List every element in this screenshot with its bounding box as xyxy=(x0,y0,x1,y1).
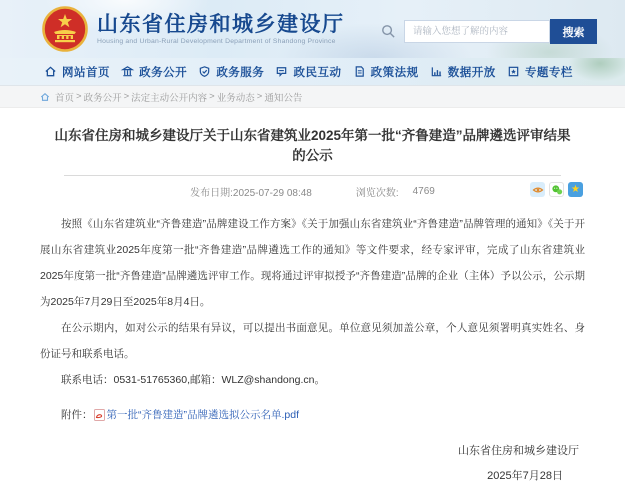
special-column-icon xyxy=(507,65,520,78)
paragraph-2: 在公示期内，如对公示的结果有异议，可以提出书面意见。单位意见须加盖公章，个人意见须署明真实姓名、身份证号和联系电话。 xyxy=(40,322,585,360)
home-icon xyxy=(44,65,57,78)
breadcrumb-separator: > xyxy=(209,91,215,102)
service-shield-icon xyxy=(198,65,211,78)
wechat-share-icon[interactable] xyxy=(549,182,564,197)
government-building-icon xyxy=(121,65,134,78)
search-icon xyxy=(381,24,396,39)
favorite-star-icon[interactable]: ★ xyxy=(568,182,583,197)
paragraph-contact: 联系电话：0531-51765360,邮箱：WLZ@shandong.cn。 xyxy=(61,374,325,386)
nav-item-home[interactable] xyxy=(44,64,110,80)
nav-label: 网站首页 xyxy=(62,66,110,79)
views-label: 浏览次数: xyxy=(355,188,399,199)
policy-document-icon xyxy=(353,65,366,78)
search-input[interactable] xyxy=(404,20,550,43)
nav-item-special-columns[interactable] xyxy=(507,64,573,80)
article-content xyxy=(0,108,625,486)
nav-label: 专题专栏 xyxy=(524,66,573,79)
breadcrumb-item-statutory-disclosure[interactable]: 法定主动公开内容 xyxy=(131,92,208,104)
article-meta xyxy=(40,176,585,205)
site-title-block xyxy=(97,13,345,45)
breadcrumb-item-home[interactable]: 首页 xyxy=(55,92,75,104)
paragraph-1: 按照《山东省建筑业“齐鲁建造”品牌建设工作方案》《关于加强山东省建筑业“齐鲁建造”品牌管理的通知》《关于开展山东省建筑业2025年度第一批“齐鲁建造”品牌遴选工作的通知》等文件要求，经专家评审，完成了山东省建筑业2025年度第一批“齐鲁建造”品牌遴选评审工作。现将通过评审拟授予“齐鲁建造”品牌的企业（主体）予以公示，公示期为2025年7月29日至2025年8月4日。 xyxy=(40,218,585,308)
search-button[interactable]: 搜索 xyxy=(550,19,597,44)
chat-bubble-icon xyxy=(275,65,288,78)
eye-protection-icon[interactable] xyxy=(530,182,545,197)
nav-label: 政民互动 xyxy=(293,66,342,79)
nav-item-interaction[interactable] xyxy=(275,64,341,80)
site-subtitle: Housing and Urban-Rural Development Department of Shandong Province xyxy=(97,38,336,45)
main-navigation xyxy=(0,58,625,86)
article-title: 山东省住房和城乡建设厅关于山东省建筑业2025年第一批“齐鲁建造”品牌遴选评审结果的公示 xyxy=(54,128,571,163)
attachment-label: 附件： xyxy=(61,409,93,421)
views-count: 4769 xyxy=(412,186,435,197)
site-title: 山东省住房和城乡建设厅 xyxy=(97,13,345,36)
signature-date: 2025年7月28日 xyxy=(487,470,563,482)
attachment-row xyxy=(40,406,585,424)
signature-org: 山东省住房和城乡建设厅 xyxy=(458,445,579,457)
article-signature xyxy=(40,441,585,486)
article-body xyxy=(40,211,585,393)
nav-item-policies[interactable] xyxy=(353,64,419,80)
breadcrumb-separator: > xyxy=(123,91,130,102)
national-emblem-logo xyxy=(42,6,88,52)
site-header xyxy=(0,0,625,58)
nav-item-gov-services[interactable] xyxy=(198,64,264,80)
nav-label: 政策法规 xyxy=(370,66,419,79)
publish-date: 发布日期:2025-07-29 08:48 xyxy=(190,188,312,199)
breadcrumb-separator: > xyxy=(76,91,82,102)
breadcrumb xyxy=(0,86,625,108)
breadcrumb-item-notices[interactable]: 通知公告 xyxy=(264,92,303,104)
attachment-link[interactable]: 第一批“齐鲁建造”品牌遴选拟公示名单.pdf xyxy=(106,409,300,421)
breadcrumb-separator: > xyxy=(256,91,263,102)
nav-label: 政务服务 xyxy=(216,66,265,79)
meta-group xyxy=(190,184,435,199)
data-chart-icon xyxy=(430,65,443,78)
nav-label: 数据开放 xyxy=(447,66,496,79)
nav-label: 政务公开 xyxy=(139,66,188,79)
nav-item-open-data[interactable] xyxy=(430,64,496,80)
logo-area xyxy=(42,6,345,52)
search-area xyxy=(381,19,597,44)
share-tools xyxy=(526,182,583,197)
pdf-file-icon xyxy=(94,409,105,421)
breadcrumb-home-icon xyxy=(40,92,50,102)
breadcrumb-item-gov-disclosure[interactable]: 政务公开 xyxy=(83,92,122,104)
nav-item-gov-disclosure[interactable] xyxy=(121,64,187,80)
breadcrumb-item-business-news[interactable]: 业务动态 xyxy=(216,92,255,104)
